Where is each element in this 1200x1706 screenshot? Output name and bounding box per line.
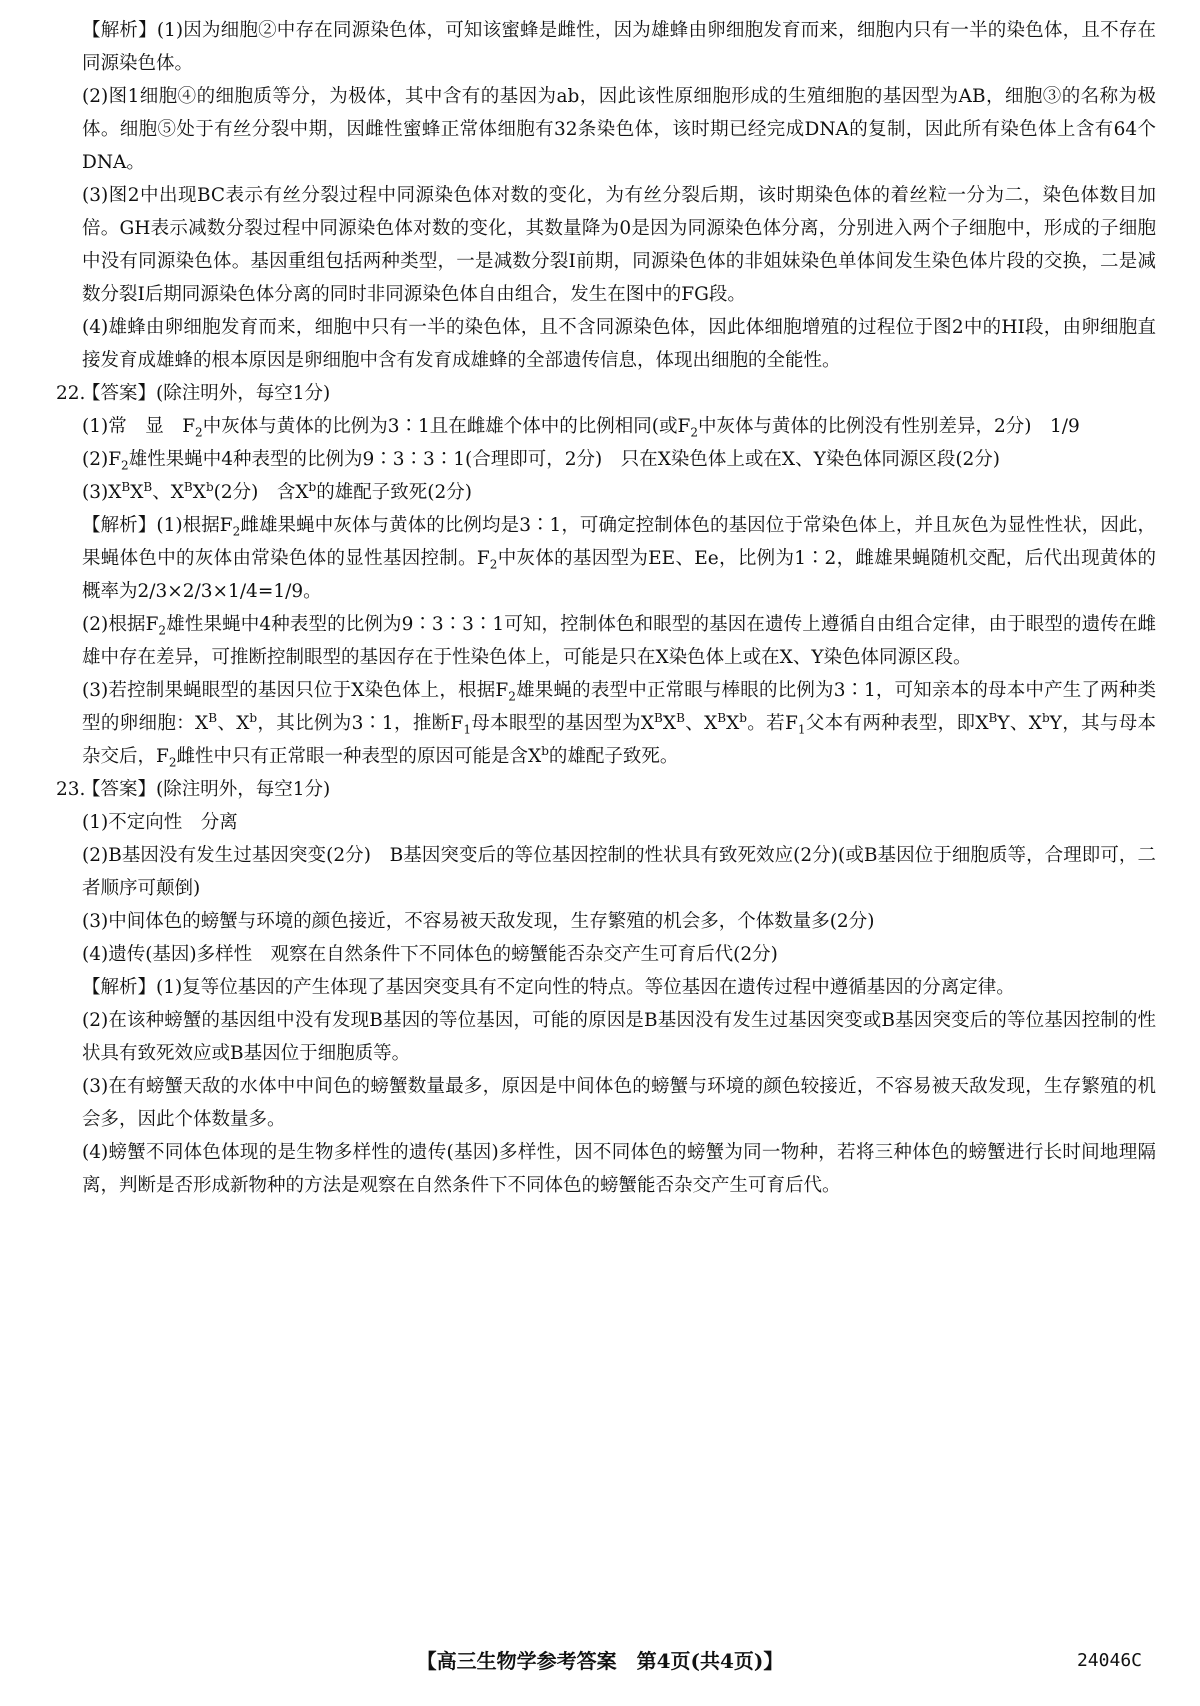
q22-number: 22. xyxy=(56,383,86,404)
q23-number: 23. xyxy=(56,779,86,800)
footer-title: 【高三生物学参考答案 第4页(共4页)】 xyxy=(416,1649,784,1673)
q22-answer-2: $(2)F_2$雄性果蝇中4种表型的比例为9∶3∶3∶1(合理即可，2分) 只在X染色体上或在X、Y染色体同源区段(2分) xyxy=(82,449,1001,473)
q23-analysis-4: (4)螃蟹不同体色体现的是生物多样性的遗传(基因)多样性，因不同体色的螃蟹为同一物种，若将三种体色的螃蟹进行长时间地理隔离，判断是否形成新物种的方法是观察在自然条件下不同体色的螃蟹能否杂交产生可育后代。 xyxy=(82,1142,1156,1196)
q21-analysis-4: (4)雄蜂由卵细胞发育而来，细胞中只有一半的染色体，且不含同源染色体，因此体细胞增殖的过程位于图2中的HI段，由卵细胞直接发育成雄蜂的根本原因是卵细胞中含有发育成雄蜂的全部遗传信息，体现出细胞的全能性。 xyxy=(82,317,1156,371)
q22-analysis-3: (3)若控制果蝇眼型的基因只位于X染色体上，根据$F_2$雄果蝇的表型中正常眼与棒眼的比例为3∶1，可知亲本的母本中产生了两种类型的卵细胞：$X^B$、$X^b$，其比例为3∶1，推断$F_1$母本眼型的基因型为$X^BX^B$、$X^BX^b$。若$F_1$父本有两种表型，即$X^BY$、$X^bY$，其与母本杂交后，$F_2$雌性中只有正常眼一种表型的原因可能是含$X^b$的雄配子致死。 xyxy=(82,680,1157,770)
q23-answer-1: (1)不定向性 分离 xyxy=(82,812,238,833)
q23-analysis-3: (3)在有螃蟹天敌的水体中中间色的螃蟹数量最多，原因是中间体色的螃蟹与环境的颜色较接近，不容易被天敌发现，生存繁殖的机会多，因此个体数量多。 xyxy=(82,1076,1156,1130)
q23-analysis-1: 【解析】(1)复等位基因的产生体现了基因突变具有不定向性的特点。等位基因在遗传过程中遵循基因的分离定律。 xyxy=(82,977,1015,998)
q22-answer-heading: 22.【答案】(除注明外，每空1分) xyxy=(56,377,1156,410)
q23-answer-heading: 23.【答案】(除注明外，每空1分) xyxy=(56,773,1156,806)
q23-answer-3: (3)中间体色的螃蟹与环境的颜色接近，不容易被天敌发现，生存繁殖的机会多，个体数量多(2分) xyxy=(82,911,875,932)
q22-answer-3: $(3)X^BX^B$、$X^BX^b(2$分) 含$X^b$的雄配子致死(2分) xyxy=(82,479,472,503)
q23-analysis-2: (2)在该种螃蟹的基因组中没有发现B基因的等位基因，可能的原因是B基因没有发生过基因突变或B基因突变后的等位基因控制的性状具有致死效应或B基因位于细胞质等。 xyxy=(82,1010,1156,1064)
q22-answer-1: (1)常 显 $F_2$中灰体与黄体的比例为3∶1且在雌雄个体中的比例相同(或$F_2$中灰体与黄体的比例没有性别差异，2分) 1/9 xyxy=(82,416,1080,440)
q21-analysis-3: (3)图2中出现BC表示有丝分裂过程中同源染色体对数的变化，为有丝分裂后期，该时期染色体的着丝粒一分为二，染色体数目加倍。GH表示减数分裂过程中同源染色体对数的变化，其数量降为0是因为同源染色体分离，分别进入两个子细胞中，形成的子细胞中没有同源染色体。基因重组包括两种类型，一是减数分裂Ⅰ前期，同源染色体的非姐妹染色单体间发生染色体片段的交换，二是减数分裂Ⅰ后期同源染色体分离的同时非同源染色体自由组合，发生在图中的FG段。 xyxy=(82,185,1156,305)
q21-analysis-2: (2)图1细胞④的细胞质等分，为极体，其中含有的基因为ab，因此该性原细胞形成的生殖细胞的基因型为AB，细胞③的名称为极体。细胞⑤处于有丝分裂中期，因雌性蜜蜂正常体细胞有32条染色体，该时期已经完成DNA的复制，因此所有染色体上含有64个DNA。 xyxy=(82,86,1156,173)
q23-answer-4: (4)遗传(基因)多样性 观察在自然条件下不同体色的螃蟹能否杂交产生可育后代(2分) xyxy=(82,944,778,965)
q22-analysis-2: (2)根据$F_2$雄性果蝇中4种表型的比例为9∶3∶3∶1可知，控制体色和眼型的基因在遗传上遵循自由组合定律，由于眼型的遗传在雌雄中存在差异，可推断控制眼型的基因存在于性染色体上，可能是只在X染色体上或在X、Y染色体同源区段。 xyxy=(82,614,1157,668)
q22-analysis-1: 【解析】(1)根据$F_2$雌雄果蝇中灰体与黄体的比例均是3∶1，可确定控制体色的基因位于常染色体上，并且灰色为显性性状，因此，果蝇体色中的灰体由常染色体的显性基因控制。$F_2$中灰体的基因型为EE、Ee，比例为1∶2，雌雄果蝇随机交配，后代出现黄体的概率为2/3×2/3×1/4=1/9。 xyxy=(82,515,1157,602)
q21-analysis-1: 【解析】(1)因为细胞②中存在同源染色体，可知该蜜蜂是雌性，因为雄蜂由卵细胞发育而来，细胞内只有一半的染色体，且不存在同源染色体。 xyxy=(82,20,1156,74)
page-content xyxy=(56,14,1157,1202)
q23-answer-2: (2)B基因没有发生过基因突变(2分) B基因突变后的等位基因控制的性状具有致死效应(2分)(或B基因位于细胞质等，合理即可，二者顺序可颠倒) xyxy=(82,845,1156,899)
footer-code: 24046C xyxy=(1076,1650,1142,1671)
